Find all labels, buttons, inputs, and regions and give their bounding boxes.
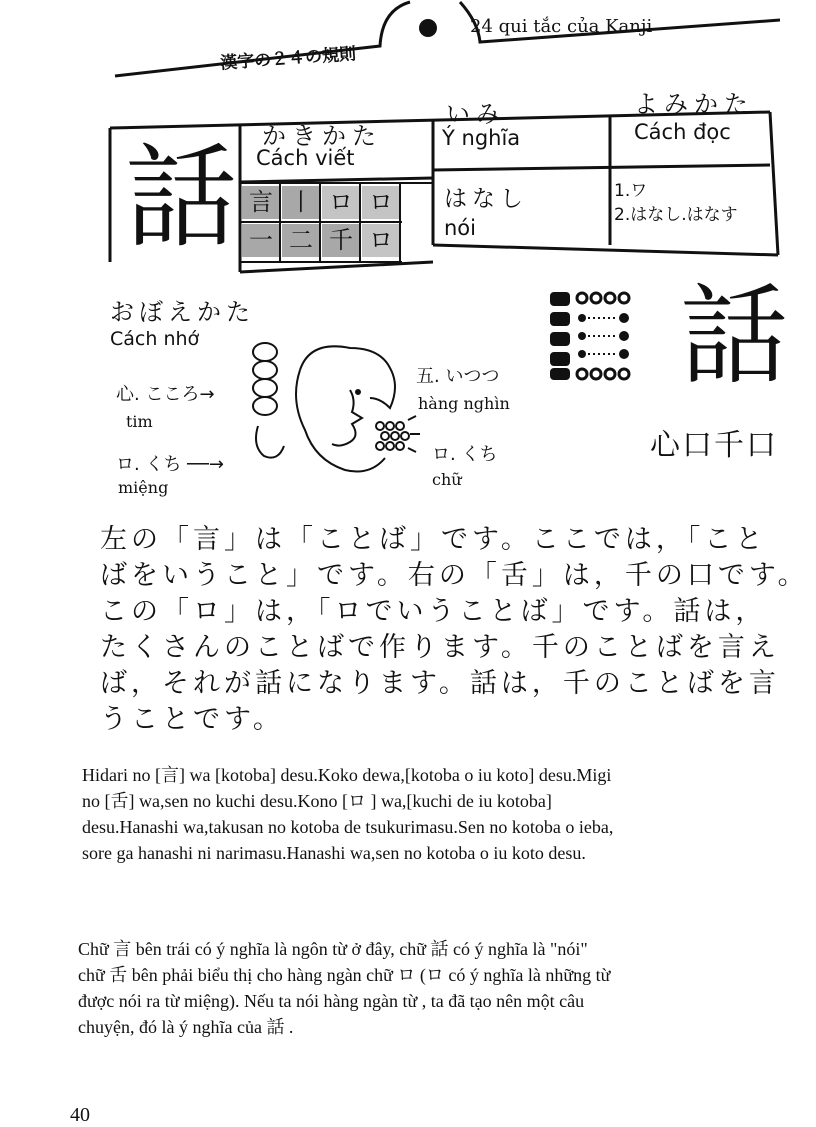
text-line: Hidari no [言] wa [kotoba] desu.Koko dewa,[kotoba o iu koto] desu.Migi — [82, 765, 612, 785]
text-line: ばをいうこと」です。右の「舌」は，千の口です。 — [100, 560, 809, 591]
memory-kanji: 話 — [680, 274, 789, 399]
text-line: うことです。 — [100, 704, 284, 735]
header-title-vi: 24 qui tắc của Kanji — [470, 16, 653, 37]
stroke-grid-lines — [240, 184, 433, 268]
stroke-order-grid — [240, 182, 433, 268]
label-mouth2-jp: ロ. くち — [432, 444, 498, 465]
stroke-step: ロ — [362, 186, 400, 219]
label-five-jp: 五. いつつ — [416, 366, 500, 387]
stroke-step: 千 — [322, 224, 360, 257]
stroke-step: 言 — [242, 186, 280, 219]
text-line: chữ 舌 bên phải biểu thị cho hàng ngàn chữ ロ (ロ có ý nghĩa là những từ — [78, 965, 611, 985]
writing-header-jp: かきかた — [262, 122, 382, 150]
text-line: chuyện, đó là ý nghĩa của 話 . — [78, 1017, 294, 1037]
main-kanji: 話 — [125, 133, 237, 263]
text-line: được nói ra từ miệng). Nếu ta nói hàng ngàn từ , ta đã tạo nên một câu — [78, 991, 585, 1011]
text-line: 左の「言」は「ことば」です。ここでは，「こと — [100, 524, 767, 555]
text-line: ば，それが話になります。話は，千のことばを言 — [100, 668, 780, 699]
writing-header-vi: Cách viết — [256, 146, 355, 170]
page-number: 40 — [70, 1104, 90, 1126]
text-line: sore ga hanashi ni narimasu.Hanashi wa,sen no kotoba o iu koto desu. — [82, 843, 586, 863]
stroke-step: 丨 — [282, 186, 320, 219]
reading-kun: 2.はなし.はなす — [614, 205, 738, 225]
label-mouth2-vi: chữ — [432, 470, 462, 489]
dot-grid-icon — [548, 290, 644, 382]
meaning-header-vi: Ý nghĩa — [442, 126, 521, 150]
person-illustration — [240, 330, 420, 490]
text-line: desu.Hanashi wa,takusan no kotoba de tsukurimasu.Sen no kotoba o ieba, — [82, 817, 614, 837]
text-line: Chữ 言 bên trái có ý nghĩa là ngôn từ ở đây, chữ 話 có ý nghĩa là "nói" — [78, 939, 588, 959]
memory-title-jp: おぼえかた — [110, 298, 255, 326]
stroke-step: 一 — [242, 224, 280, 257]
stroke-step: ロ — [362, 224, 400, 257]
explanation-romaji — [82, 762, 782, 866]
memory-title-vi: Cách nhớ — [110, 328, 200, 350]
label-mouth-jp: ロ. くち ──→ — [116, 454, 224, 475]
explanation-jp — [100, 522, 809, 738]
stroke-step: ロ — [322, 186, 360, 219]
kanji-components: 心口千口 — [650, 428, 778, 463]
reading-on: 1.ワ — [614, 181, 648, 201]
reading-header-jp: よみかた — [634, 90, 754, 118]
label-heart-jp: 心. こころ→ — [116, 384, 215, 405]
text-line: no [舌] wa,sen no kuchi desu.Kono [ロ ] wa,[kuchi de iu kotoba] — [82, 791, 552, 811]
meaning-jp: はなし — [444, 186, 528, 212]
label-mouth-vi: miệng — [118, 478, 169, 497]
meaning-vi: nói — [444, 216, 476, 240]
label-heart-vi: tim — [126, 412, 153, 431]
text-line: たくさんのことばで作ります。千のことばを言え — [100, 632, 780, 663]
stroke-step: 二 — [282, 224, 320, 257]
label-five-vi: hàng nghìn — [418, 394, 510, 413]
text-line: この「ロ」は，「ロでいうことば」です。話は， — [100, 596, 767, 627]
explanation-vi — [78, 936, 788, 1040]
header-title-jp: 漢字の２４の規則 — [219, 44, 357, 74]
meaning-header-jp: いみ — [446, 100, 506, 128]
reading-header-vi: Cách đọc — [634, 120, 731, 144]
